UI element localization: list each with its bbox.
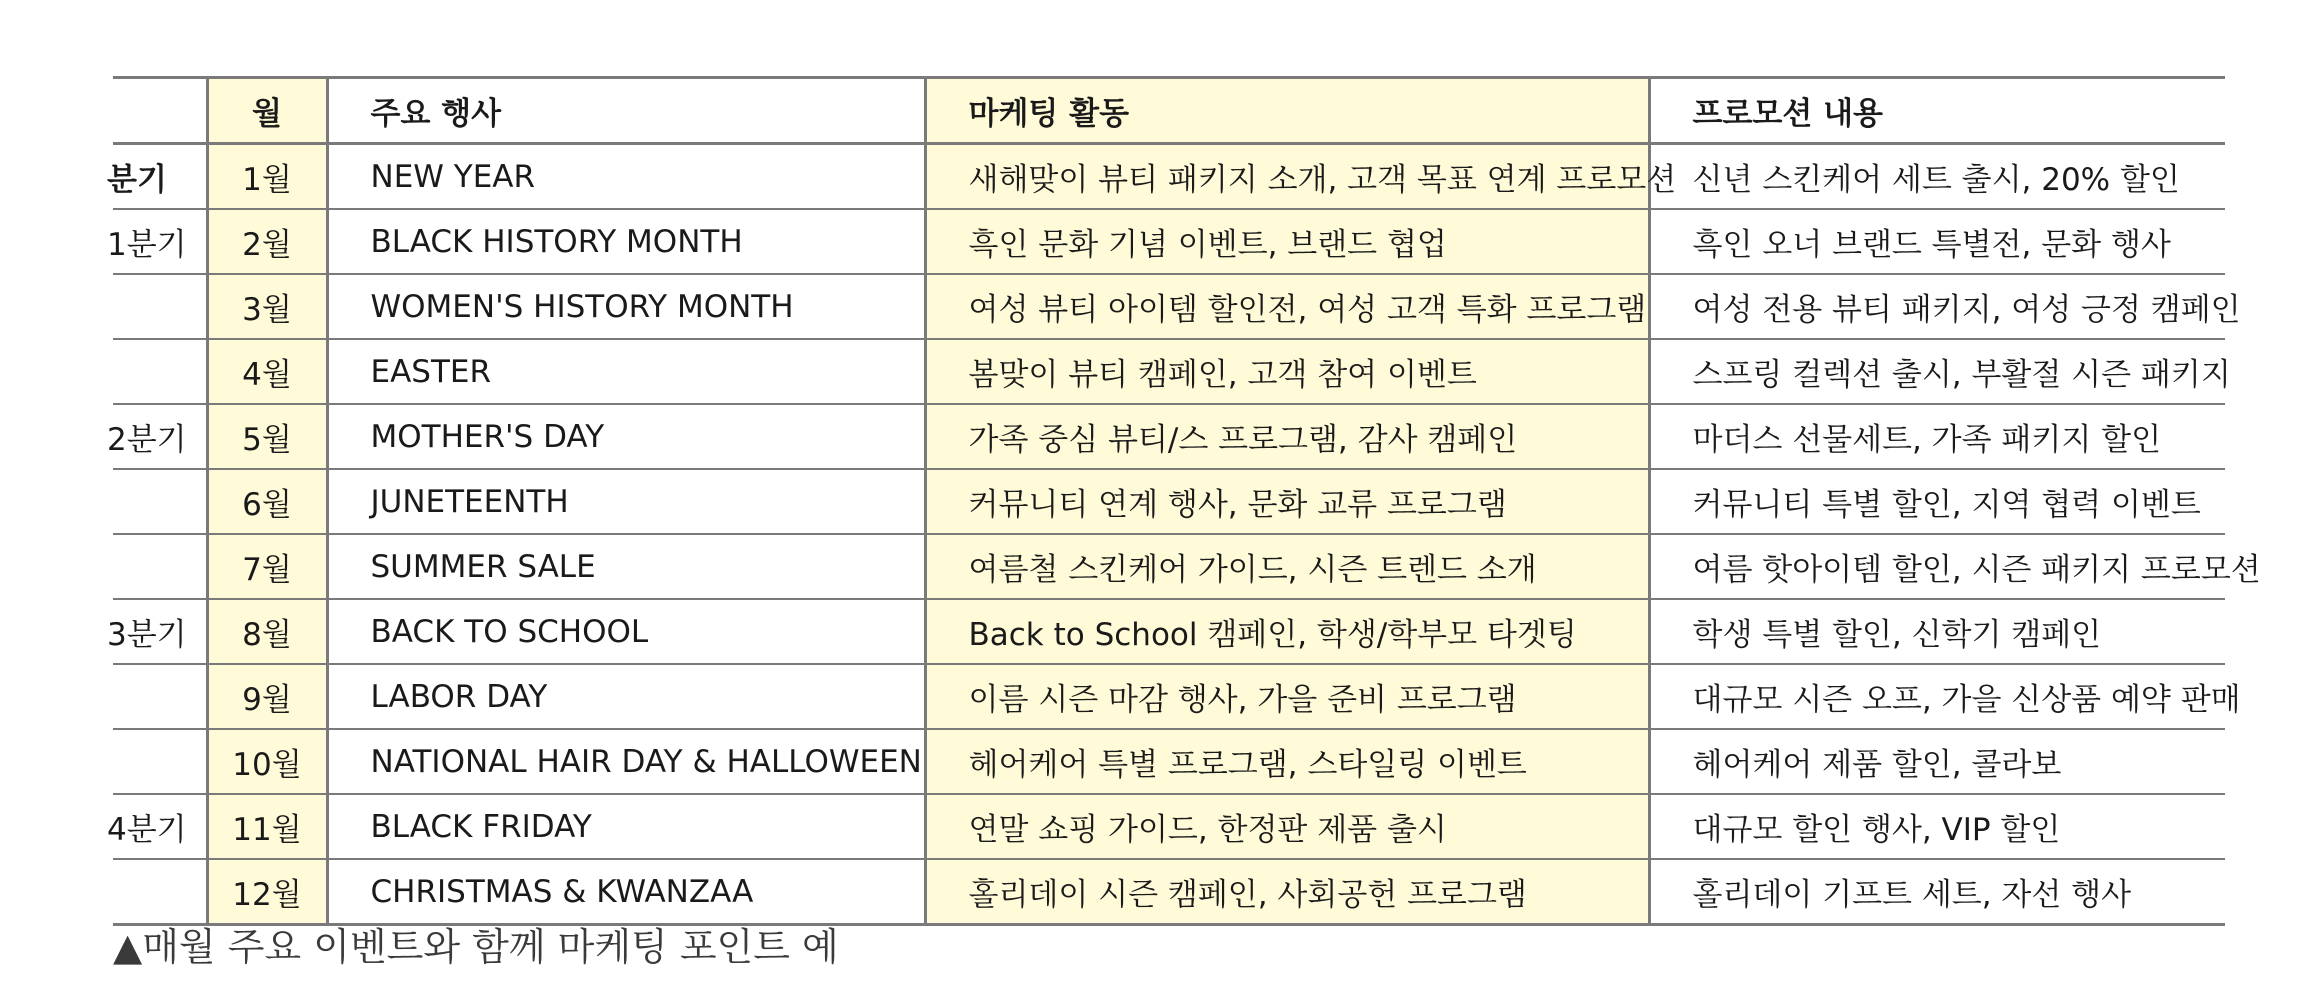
cell-month: 3월 (207, 274, 327, 339)
table-header-row (113, 78, 2225, 144)
cell-month: 10월 (207, 729, 327, 794)
cell-event: BACK TO SCHOOL (327, 599, 925, 664)
cell-event: LABOR DAY (327, 664, 925, 729)
cell-marketing: 이름 시즌 마감 행사, 가을 준비 프로그램 (925, 664, 1649, 729)
cell-promotion: 마더스 선물세트, 가족 패키지 할인 (1649, 404, 2225, 469)
cell-event: NEW YEAR (327, 144, 925, 210)
cell-month: 9월 (207, 664, 327, 729)
cell-marketing: 커뮤니티 연계 행사, 문화 교류 프로그램 (925, 469, 1649, 534)
cell-marketing: 홀리데이 시즌 캠페인, 사회공헌 프로그램 (925, 859, 1649, 925)
table-row (113, 339, 2225, 404)
cell-quarter: 4분기 (113, 794, 207, 859)
cell-promotion: 학생 특별 할인, 신학기 캠페인 (1649, 599, 2225, 664)
cell-marketing: Back to School 캠페인, 학생/학부모 타겟팅 (925, 599, 1649, 664)
cell-promotion: 여성 전용 뷰티 패키지, 여성 긍정 캠페인 (1649, 274, 2225, 339)
cell-promotion: 커뮤니티 특별 할인, 지역 협력 이벤트 (1649, 469, 2225, 534)
cell-marketing: 새해맞이 뷰티 패키지 소개, 고객 목표 연계 프로모션 (925, 144, 1649, 210)
cell-promotion: 대규모 할인 행사, VIP 할인 (1649, 794, 2225, 859)
cell-quarter (113, 534, 207, 599)
cell-marketing: 흑인 문화 기념 이벤트, 브랜드 협업 (925, 209, 1649, 274)
cell-month: 4월 (207, 339, 327, 404)
cell-marketing: 여성 뷰티 아이템 할인전, 여성 고객 특화 프로그램 (925, 274, 1649, 339)
table-row (113, 144, 2225, 210)
cell-month: 8월 (207, 599, 327, 664)
cell-month: 11월 (207, 794, 327, 859)
cell-quarter (113, 339, 207, 404)
cell-event: BLACK HISTORY MONTH (327, 209, 925, 274)
cell-promotion: 흑인 오너 브랜드 특별전, 문화 행사 (1649, 209, 2225, 274)
table-row (113, 794, 2225, 859)
cell-quarter (113, 729, 207, 794)
cell-quarter (113, 469, 207, 534)
header-event: 주요 행사 (327, 78, 925, 144)
table-row (113, 209, 2225, 274)
cell-event: CHRISTMAS & KWANZAA (327, 859, 925, 925)
cell-promotion: 신년 스킨케어 세트 출시, 20% 할인 (1649, 144, 2225, 210)
cell-marketing: 연말 쇼핑 가이드, 한정판 제품 출시 (925, 794, 1649, 859)
cell-marketing: 헤어케어 특별 프로그램, 스타일링 이벤트 (925, 729, 1649, 794)
header-marketing: 마케팅 활동 (925, 78, 1649, 144)
cell-month: 6월 (207, 469, 327, 534)
table-row (113, 664, 2225, 729)
marketing-calendar-table (107, 76, 2261, 926)
cell-promotion: 홀리데이 기프트 세트, 자선 행사 (1649, 859, 2225, 925)
cell-event: NATIONAL HAIR DAY & HALLOWEEN (327, 729, 925, 794)
cell-event: MOTHER'S DAY (327, 404, 925, 469)
cell-event: SUMMER SALE (327, 534, 925, 599)
cell-quarter: 3분기 (113, 599, 207, 664)
table-row (113, 859, 2225, 925)
cell-event: JUNETEENTH (327, 469, 925, 534)
cell-quarter (113, 274, 207, 339)
cell-event: BLACK FRIDAY (327, 794, 925, 859)
cell-promotion: 헤어케어 제품 할인, 콜라보 (1649, 729, 2225, 794)
cell-promotion: 대규모 시즌 오프, 가을 신상품 예약 판매 (1649, 664, 2225, 729)
cell-month: 7월 (207, 534, 327, 599)
table-row (113, 534, 2225, 599)
table-caption: ▲매월 주요 이벤트와 함께 마케팅 포인트 예 (113, 925, 839, 969)
cell-event: EASTER (327, 339, 925, 404)
cell-month: 5월 (207, 404, 327, 469)
cell-month: 1월 (207, 144, 327, 210)
cell-quarter (113, 664, 207, 729)
cell-month: 12월 (207, 859, 327, 925)
cell-promotion: 스프링 컬렉션 출시, 부활절 시즌 패키지 (1649, 339, 2225, 404)
cell-promotion: 여름 핫아이템 할인, 시즌 패키지 프로모션 (1649, 534, 2225, 599)
table-row (113, 274, 2225, 339)
cell-marketing: 봄맞이 뷰티 캠페인, 고객 참여 이벤트 (925, 339, 1649, 404)
cell-quarter: 2분기 (113, 404, 207, 469)
header-promotion: 프로모션 내용 (1649, 78, 2225, 144)
table-row (113, 404, 2225, 469)
cell-quarter: 1분기 (113, 209, 207, 274)
cell-quarter (113, 859, 207, 925)
cell-month: 2월 (207, 209, 327, 274)
cell-marketing: 여름철 스킨케어 가이드, 시즌 트렌드 소개 (925, 534, 1649, 599)
header-quarter (113, 78, 207, 144)
cell-quarter: 분기 (113, 144, 207, 210)
header-month: 월 (207, 78, 327, 144)
cell-event: WOMEN'S HISTORY MONTH (327, 274, 925, 339)
table-row (113, 599, 2225, 664)
cell-marketing: 가족 중심 뷰티/스 프로그램, 감사 캠페인 (925, 404, 1649, 469)
table-row (113, 469, 2225, 534)
table-row (113, 729, 2225, 794)
